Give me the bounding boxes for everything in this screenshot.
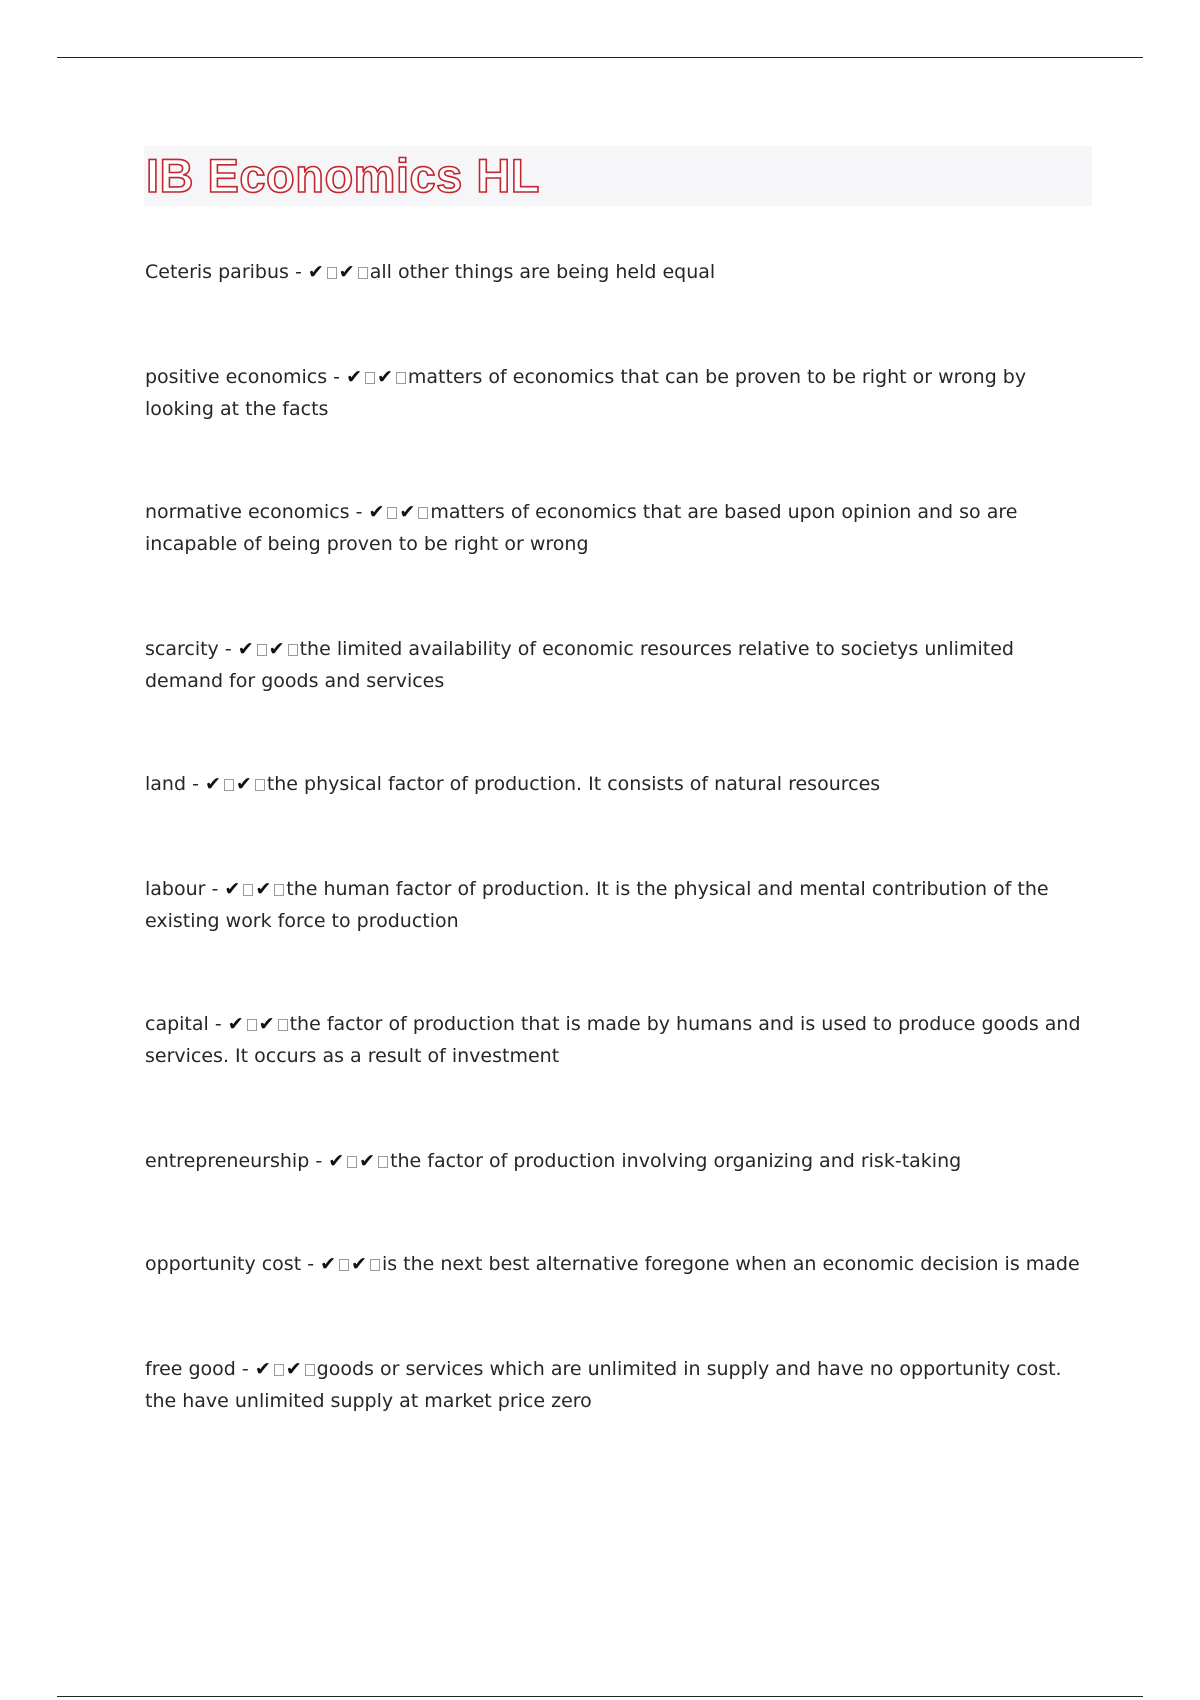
box-icon <box>327 267 337 279</box>
box-icon <box>396 372 406 384</box>
box-icon <box>387 507 397 519</box>
entry-term: normative economics <box>145 501 350 523</box>
box-icon <box>365 372 375 384</box>
box-icon <box>274 884 284 896</box>
check-icon: ✔ <box>328 1150 345 1172</box>
check-icon: ✔ <box>224 878 241 900</box>
entry-term: positive economics <box>145 366 328 388</box>
entry-definition: the human factor of production. It is the physical and mental contribution of the existing work force to production <box>145 878 1049 932</box>
entry-separator: - <box>235 1358 255 1380</box>
box-icon <box>243 884 253 896</box>
entry-separator: - <box>205 878 225 900</box>
box-icon <box>378 1156 388 1168</box>
box-icon <box>347 1156 357 1168</box>
entry-separator: - <box>301 1253 321 1275</box>
entry-separator: - <box>288 261 308 283</box>
box-icon <box>339 1259 349 1271</box>
entry-term: Ceteris paribus <box>145 261 289 283</box>
box-icon <box>224 779 234 791</box>
check-icon: ✔ <box>320 1253 337 1275</box>
entry-definition: matters of economics that can be proven to be right or wrong by looking at the facts <box>145 366 1027 420</box>
entry-term: land <box>145 773 187 795</box>
document-title: IB Economics HL <box>146 149 541 202</box>
box-icon <box>278 1019 288 1031</box>
entry-definition: the factor of production that is made by humans and is used to produce goods and services. It occurs as a result of investment <box>145 1013 1081 1067</box>
top-rule <box>57 57 1143 58</box>
entry-definition: the factor of production involving organizing and risk-taking <box>390 1150 962 1172</box>
entry-separator: - <box>186 773 205 795</box>
check-icon: ✔ <box>237 638 254 660</box>
box-icon <box>418 507 428 519</box>
check-icon: ✔ <box>204 773 221 795</box>
check-icon: ✔ <box>285 1358 302 1380</box>
box-icon <box>370 1259 380 1271</box>
check-icon: ✔ <box>338 261 355 283</box>
check-icon: ✔ <box>351 1253 367 1275</box>
box-icon <box>274 1364 284 1376</box>
entry-term: entrepreneurship <box>145 1150 310 1172</box>
box-icon <box>358 267 368 279</box>
entry-separator: - <box>349 501 369 523</box>
check-icon: ✔ <box>307 261 324 283</box>
check-icon: ✔ <box>268 638 285 660</box>
entry-definition: the limited availability of economic resources relative to societys unlimited demand for goods and services <box>145 638 1014 692</box>
check-icon: ✔ <box>368 501 385 523</box>
bottom-rule <box>57 1696 1143 1697</box>
box-icon <box>247 1019 257 1031</box>
entry-term: labour <box>145 878 206 900</box>
check-icon: ✔ <box>258 1013 275 1035</box>
flashcard-entry <box>145 361 1095 425</box>
entry-definition: is the next best alternative foregone when an economic decision is made <box>381 1253 1080 1275</box>
entry-separator: - <box>218 638 238 660</box>
flashcard-entry <box>145 256 1095 288</box>
entry-separator: - <box>327 366 347 388</box>
check-icon: ✔ <box>227 1013 244 1035</box>
entry-term: opportunity cost <box>145 1253 302 1275</box>
entry-definition: matters of economics that are based upon opinion and so are incapable of being proven to be right or wrong <box>145 501 1018 555</box>
entry-separator: - <box>309 1150 329 1172</box>
entry-term: scarcity <box>145 638 219 660</box>
box-icon <box>288 644 298 656</box>
check-icon: ✔ <box>254 1358 271 1380</box>
flashcard-entry <box>145 768 1095 800</box>
entry-definition: the physical factor of production. It consists of natural resources <box>266 773 881 795</box>
box-icon <box>305 1364 315 1376</box>
flashcard-entry <box>145 496 1095 560</box>
check-icon: ✔ <box>346 366 362 388</box>
box-icon <box>255 779 265 791</box>
flashcard-entry <box>145 873 1095 937</box>
check-icon: ✔ <box>376 366 393 388</box>
flashcard-entry <box>145 1145 1095 1177</box>
entry-definition: all other things are being held equal <box>369 261 716 283</box>
entry-term: capital <box>145 1013 209 1035</box>
entry-separator: - <box>208 1013 228 1035</box>
flashcard-entry <box>145 1353 1095 1417</box>
check-icon: ✔ <box>255 878 272 900</box>
flashcard-entry <box>145 633 1095 697</box>
flashcard-entry <box>145 1008 1095 1072</box>
flashcard-entry <box>145 1248 1095 1280</box>
box-icon <box>257 644 267 656</box>
check-icon: ✔ <box>359 1150 376 1172</box>
check-icon: ✔ <box>399 501 416 523</box>
entry-definition: goods or services which are unlimited in supply and have no opportunity cost. the have unlimited supply at market price zero <box>145 1358 1062 1412</box>
entry-term: free good <box>145 1358 236 1380</box>
check-icon: ✔ <box>235 773 252 795</box>
